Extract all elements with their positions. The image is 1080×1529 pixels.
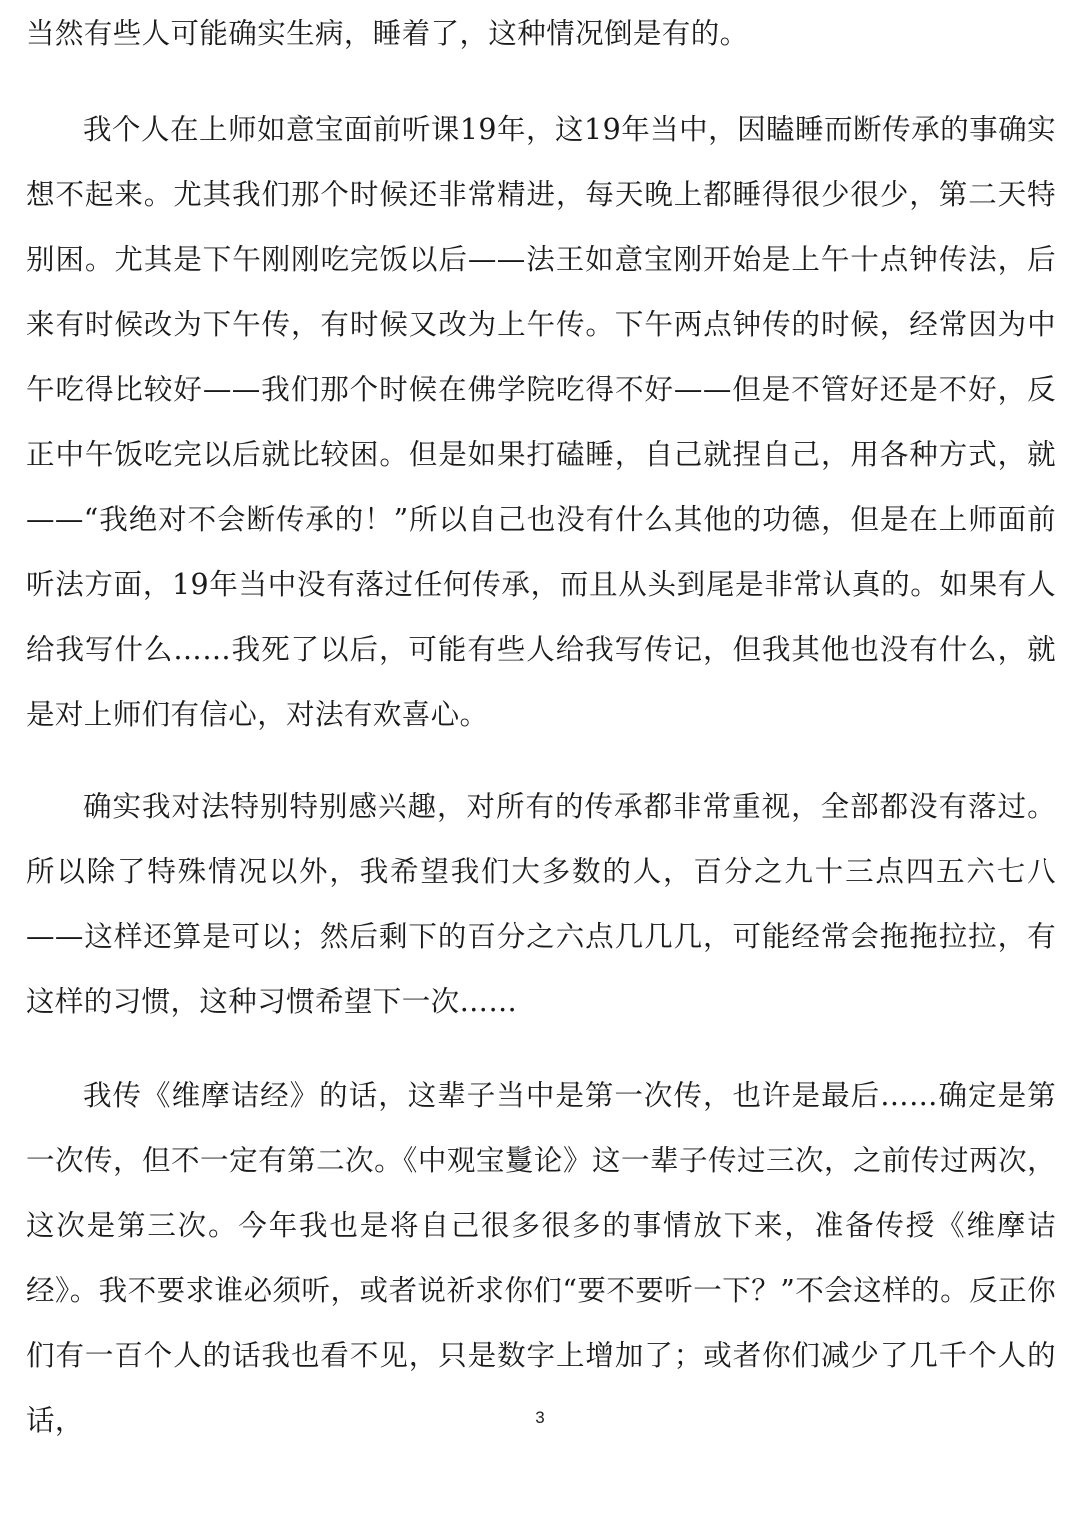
page-number: 3 <box>535 1408 545 1427</box>
paragraph-3: 确实我对法特别特别感兴趣，对所有的传承都非常重视，全部都没有落过。所以除了特殊情况以外，我希望我们大多数的人，百分之九十三点四五六七八——这样还算是可以；然后剩下的百分之六点几几几，可能经常会拖拖拉拉，有这样的习惯，这种习惯希望下一次…… <box>26 790 1056 1018</box>
paragraph-1: 当然有些人可能确实生病，睡着了，这种情况倒是有的。 <box>26 17 749 50</box>
paragraph-4: 我传《维摩诘经》的话，这辈子当中是第一次传，也许是最后……确定是第一次传，但不一定有第二次。《中观宝鬘论》这一辈子传过三次，之前传过两次，这次是第三次。今年我也是将自己很多很多的事情放下来，准备传授《维摩诘经》。我不要求谁必须听，或者说祈求你们“要不要听一下？”不会这样的。反正你们有一百个人的话我也看不见，只是数字上增加了；或者你们减少了几千个人的话， <box>26 1079 1056 1437</box>
paragraph-2: 我个人在上师如意宝面前听课19年，这19年当中，因瞌睡而断传承的事确实想不起来。尤其我们那个时候还非常精进，每天晚上都睡得很少很少，第二天特别困。尤其是下午刚刚吃完饭以后——法王如意宝刚开始是上午十点钟传法，后来有时候改为下午传，有时候又改为上午传。下午两点钟传的时候，经常因为中午吃得比较好——我们那个时候在佛学院吃得不好——但是不管好还是不好，反正中午饭吃完以后就比较困。但是如果打磕睡，自己就捏自己，用各种方式，就——“我绝对不会断传承的！”所以自己也没有什么其他的功德，但是在上师面前听法方面，19年当中没有落过任何传承，而且从头到尾是非常认真的。如果有人给我写什么……我死了以后，可能有些人给我写传记，但我其他也没有什么，就是对上师们有信心，对法有欢喜心。 <box>26 113 1056 731</box>
